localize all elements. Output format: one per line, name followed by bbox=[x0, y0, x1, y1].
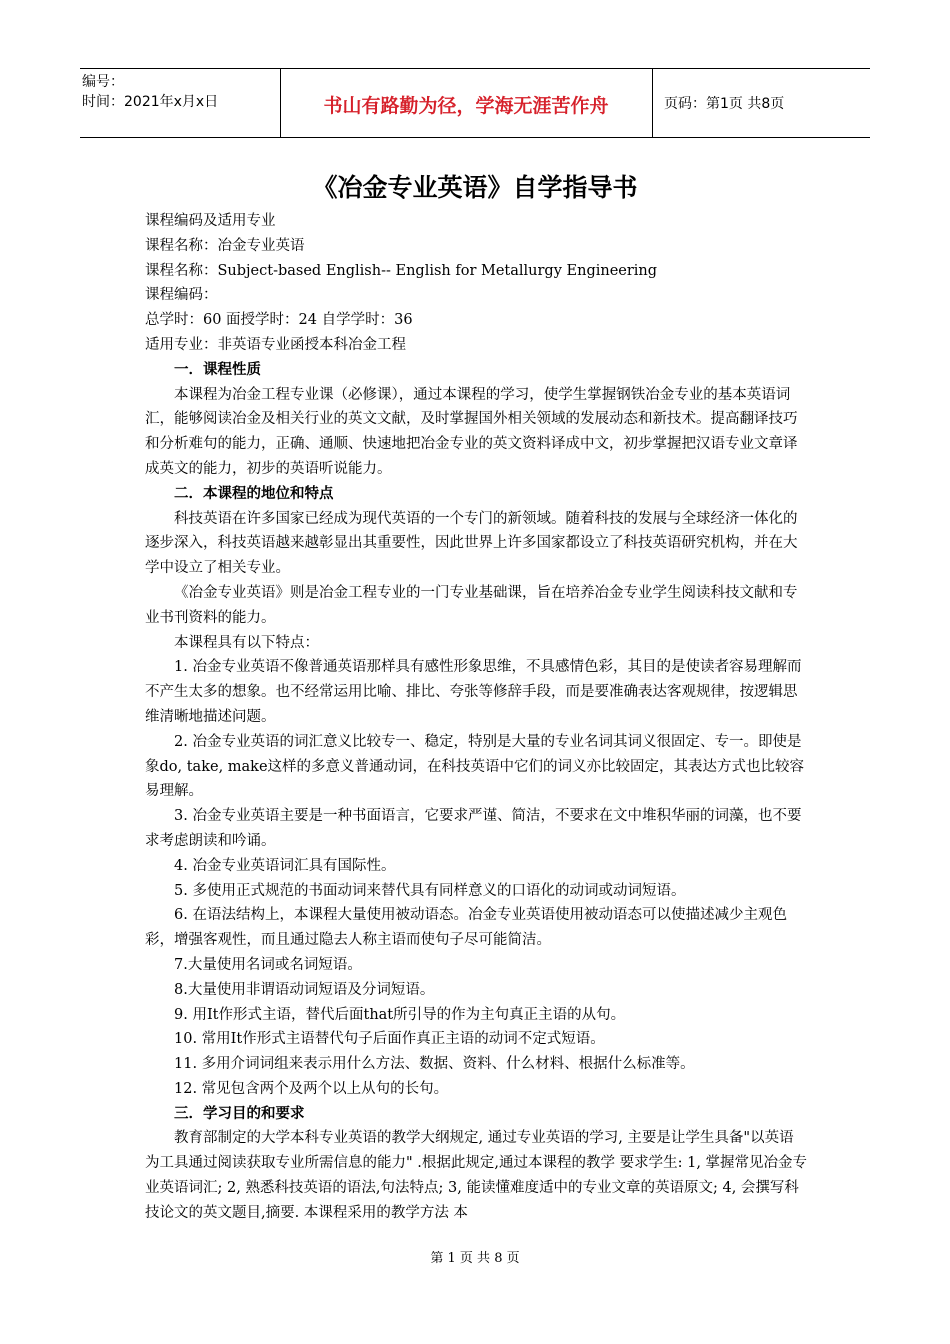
header-motto: 书山有路勤为径，学海无涯苦作舟 bbox=[323, 95, 609, 117]
list-item: 2. 冶金专业英语的词汇意义比较专一、稳定，特别是大量的专业名词其词义很固定、专一。即使是象do, take, make这样的多意义普通动词，在科技英语中它们的词义亦比较固定，其表达方式也比较容易理解。 bbox=[145, 733, 805, 800]
paragraph: 科技英语在许多国家已经成为现代英语的一个专门的新领域。随着科技的发展与全球经济一体化的逐步深入，科技英语越来越彰显出其重要性，因此世界上许多国家都设立了科技英语研究机构，并在大学中设立了相关专业。 bbox=[145, 510, 798, 577]
course-code: 课程编码： bbox=[145, 287, 218, 304]
page-header bbox=[80, 68, 870, 138]
list-item: 10. 常用It作形式主语替代句子后面作真正主语的动词不定式短语。 bbox=[174, 1031, 605, 1048]
course-code-section: 课程编码及适用专业 bbox=[145, 213, 276, 229]
time-label: 时间：2021年x月x日 bbox=[82, 94, 219, 110]
header-page-info: 页码：第1页 共8页 bbox=[664, 96, 785, 112]
header-meta bbox=[82, 72, 280, 112]
paragraph: 《冶金专业英语》则是冶金工程专业的一门专业基础课，旨在培养冶金专业学生阅读科技文献和专业书刊资料的能力。 bbox=[145, 584, 798, 626]
list-item: 8.大量使用非谓语动词短语及分词短语。 bbox=[174, 981, 435, 998]
page-footer: 第 1 页 共 8 页 bbox=[430, 1251, 520, 1266]
paragraph: 本课程为冶金工程专业课（必修课），通过本课程的学习，使学生掌握钢铁冶金专业的基本英语词汇，能够阅读冶金及相关行业的英文文献，及时掌握国外相关领域的发展动态和新技术。提高翻译技巧和分析难句的能力，正确、通顺、快速地把冶金专业的英文资料译成中文，初步掌握把汉语专业文章译成英文的能力，初步的英语听说能力。 bbox=[145, 386, 798, 477]
course-major: 适用专业：非英语专业函授本科冶金工程 bbox=[145, 336, 406, 353]
document-title: 《冶金专业英语》自学指导书 bbox=[312, 173, 638, 202]
course-name-en: 课程名称：Subject-based English-- English for Metallurgy Engineering bbox=[145, 262, 658, 279]
list-item: 4. 冶金专业英语词汇具有国际性。 bbox=[174, 857, 396, 874]
section-heading-2: 二．本课程的地位和特点 bbox=[174, 485, 334, 502]
header-divider bbox=[652, 69, 653, 137]
list-item: 12. 常见包含两个及两个以上从句的长句。 bbox=[174, 1080, 449, 1097]
section-heading-3: 三．学习目的和要求 bbox=[174, 1105, 305, 1122]
list-item: 3. 冶金专业英语主要是一种书面语言，它要求严谨、简洁，不要求在文中堆积华丽的词藻，也不要求考虑朗读和吟诵。 bbox=[145, 808, 802, 849]
list-item: 6. 在语法结构上，本课程大量使用被动语态。冶金专业英语使用被动语态可以使描述减少主观色彩，增强客观性，而且通过隐去人称主语而使句子尽可能简洁。 bbox=[145, 907, 787, 949]
course-hours: 总学时：60 面授学时：24 自学学时：36 bbox=[145, 312, 413, 329]
paragraph: 教育部制定的大学本科专业英语的教学大纲规定, 通过专业英语的学习, 主要是让学生具备"以英语为工具通过阅读获取专业所需信息的能力" .根据此规定,通过本课程的教学 要求学生: 1, 掌握常见冶金专业英语词汇; 2, 熟悉科技英语的语法,句法特点; 3, 能读懂难度适中的专业文章的英语原文; 4, 会撰写科技论文的英文题目,摘要. 本课程采用的教学方法 本 bbox=[145, 1130, 808, 1221]
document-body bbox=[145, 209, 808, 1226]
list-item: 11. 多用介词词组来表示用什么方法、数据、资料、什么材料、根据什么标准等。 bbox=[174, 1056, 695, 1073]
number-label: 编号： bbox=[82, 74, 124, 90]
section-heading-1: 一．课程性质 bbox=[174, 361, 261, 378]
list-item: 5. 多使用正式规范的书面动词来替代具有同样意义的口语化的动词或动词短语。 bbox=[174, 882, 686, 899]
list-item: 1. 冶金专业英语不像普通英语那样具有感性形象思维，不具感情色彩，其目的是使读者容易理解而不产生太多的想象。也不经常运用比喻、排比、夸张等修辞手段，而是要准确表达客观规律，按逻辑思维清晰地描述问题。 bbox=[145, 659, 802, 725]
list-item: 9. 用It作形式主语，替代后面that所引导的作为主句真正主语的从句。 bbox=[174, 1006, 626, 1023]
course-name-cn: 课程名称：冶金专业英语 bbox=[145, 237, 305, 254]
paragraph: 本课程具有以下特点： bbox=[174, 634, 319, 651]
list-item: 7.大量使用名词或名词短语。 bbox=[174, 956, 362, 973]
